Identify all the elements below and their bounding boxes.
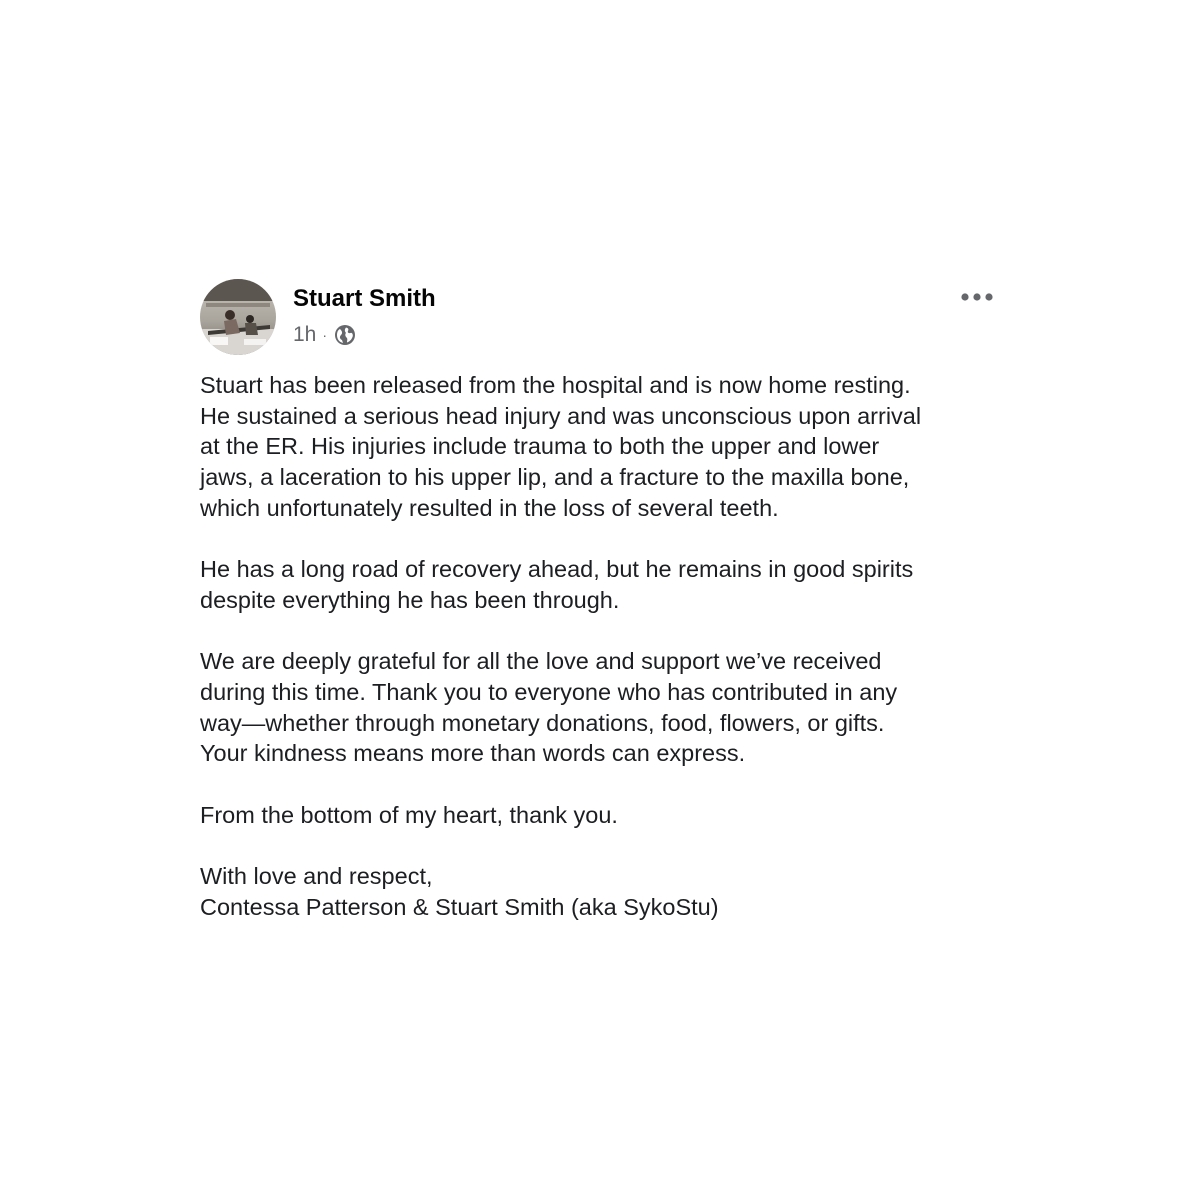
avatar[interactable] [200, 279, 276, 355]
post-paragraph: We are deeply grateful for all the love and support we’ve received during this time. Thank you to everyone who has contributed in any way—whether through monetary donations, food, flowers, or gifts. Your kindness means more than words can express. [200, 648, 898, 767]
post-signature: With love and respect, Contessa Patterson & Stuart Smith (aka SykoStu) [200, 863, 719, 920]
meta-separator: · [322, 327, 328, 343]
post-body [200, 370, 1000, 923]
post-card [200, 277, 1000, 923]
post-paragraph: Stuart has been released from the hospital and is now home resting. He sustained a serious head injury and was unconscious upon arrival at the ER. His injuries include trauma to both the upper and lower jaws, a laceration to his upper lip, and a fracture to the maxilla bone, which unfortunately resulted in the loss of several teeth. [200, 372, 922, 521]
post-paragraph: From the bottom of my heart, thank you. [200, 801, 618, 828]
svg-text:⋯: ⋯ [206, 285, 211, 291]
author-name[interactable]: Stuart Smith [293, 285, 436, 312]
post-meta [293, 322, 356, 348]
post-paragraph: He has a long road of recovery ahead, but he remains in good spirits despite everything he has been through. [200, 556, 914, 613]
more-options-icon[interactable] [960, 289, 994, 305]
globe-icon [334, 324, 356, 346]
post-header [200, 277, 1000, 357]
avatar-photo [200, 279, 276, 355]
post-time[interactable]: 1h [293, 323, 317, 346]
